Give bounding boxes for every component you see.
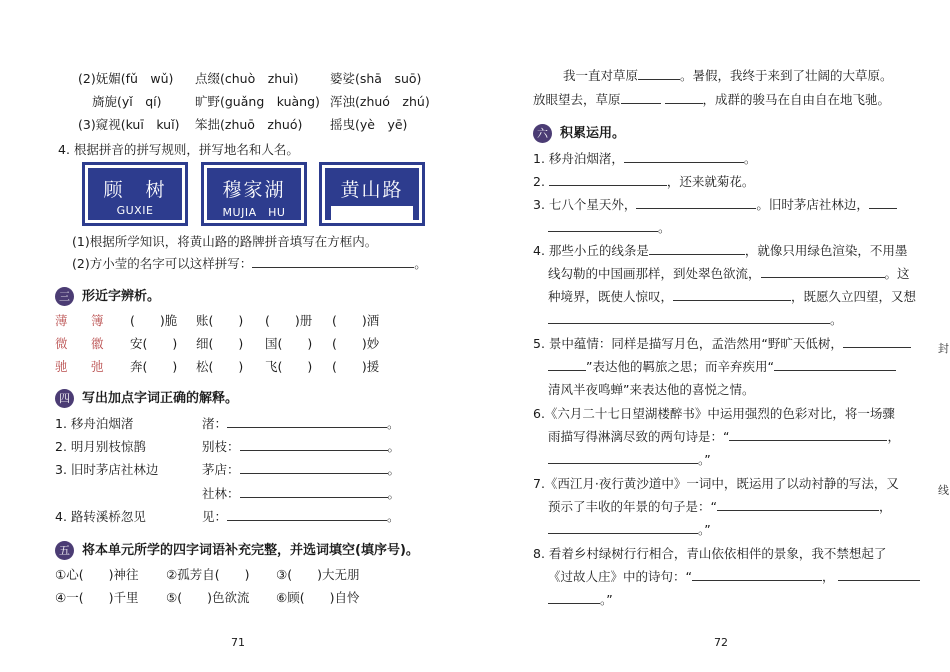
answer-blank[interactable] — [548, 520, 698, 534]
explain-row — [202, 507, 400, 525]
idiom-item: ①心( )神往 — [55, 567, 139, 582]
q-text: 3. 七八个星天外， — [533, 197, 637, 212]
fill-item: ( )酒 — [332, 313, 380, 328]
idiom-item: ⑤( )色欲流 — [166, 590, 250, 605]
answer-blank[interactable] — [548, 450, 698, 464]
answer-blank[interactable] — [843, 334, 911, 348]
fill-item: 账( ) — [196, 313, 244, 328]
page-number: 72 — [714, 636, 728, 649]
punct: 。 — [414, 256, 427, 271]
para-line — [563, 66, 893, 84]
para-line — [533, 90, 890, 108]
punct: 。 — [387, 439, 401, 454]
idiom-item: ②孤芳自( ) — [166, 567, 250, 582]
punct: 。 — [387, 416, 400, 431]
q7-line3 — [548, 520, 711, 538]
section-6-header — [533, 122, 625, 143]
section-title: 将本单元所学的四字词语补充完整，并选词填空(填序号)。 — [82, 543, 419, 558]
q4-line4 — [548, 310, 843, 328]
answer-blank[interactable] — [227, 507, 387, 521]
answer-blank[interactable] — [717, 497, 879, 511]
answer-blank[interactable] — [252, 254, 414, 268]
pinyin-item: (2)妩媚(fǔ wǔ) — [78, 71, 174, 86]
punct: 。 — [830, 312, 843, 327]
pinyin-item: 旖旎(yǐ qí) — [92, 94, 162, 109]
punct: 。 — [387, 462, 401, 477]
q4 — [533, 241, 907, 259]
sign-pinyin: MUJIA HU — [222, 206, 286, 219]
binding-mark-xian: 线 — [938, 484, 949, 497]
pinyin-item: 旷野(guǎng kuàng) — [195, 94, 320, 109]
fill-item: 松( ) — [196, 359, 244, 374]
punct: 。 — [658, 220, 671, 235]
idiom-item: ④一( )千里 — [55, 590, 139, 605]
q-text: 。这 — [884, 266, 910, 281]
answer-blank[interactable] — [621, 90, 661, 104]
fill-item: 安( ) — [130, 336, 178, 351]
answer-blank[interactable] — [761, 264, 885, 278]
section-title: 积累运用。 — [560, 126, 626, 141]
q-text: ”表达他的羁旅之思；而辛弃疾用“ — [586, 359, 774, 374]
punct: 。” — [698, 522, 711, 537]
q-text: 线勾勒的中国画那样，到处翠色欲流， — [548, 266, 761, 281]
q-text: 1. 移舟泊烟渚， — [533, 151, 624, 166]
q4-sub1: (1)根据所学知识，将黄山路的路牌拼音填写在方框内。 — [72, 234, 378, 249]
answer-blank[interactable] — [240, 437, 388, 451]
section-number: 六 — [533, 124, 552, 143]
poem-line: 3. 旧时茅店社林边 — [55, 462, 159, 477]
similar-char: 簿 — [91, 313, 104, 328]
page-number: 71 — [231, 636, 245, 649]
q5 — [533, 334, 911, 352]
explain-row — [202, 414, 400, 432]
road-sign-mujiahu — [204, 165, 304, 223]
pinyin-answer-box[interactable] — [331, 206, 413, 221]
fill-item: ( )妙 — [332, 336, 380, 351]
explain-row — [202, 460, 400, 478]
answer-blank[interactable] — [624, 149, 744, 163]
q5-line2 — [548, 357, 896, 375]
punct: 。 — [743, 151, 757, 166]
sign-name: 黄山路 — [340, 179, 404, 201]
q-text: 雨描写得淋漓尽致的两句诗是：“ — [548, 429, 730, 444]
fill-item: 细( ) — [196, 336, 244, 351]
pinyin-item: (3)窥视(kuī kuǐ) — [78, 117, 180, 132]
punct: ， — [878, 499, 892, 514]
q-text: 预示了丰收的年景的句子是：“ — [548, 499, 717, 514]
sign-pinyin: GUXIE — [116, 204, 154, 217]
section-5-header — [55, 539, 419, 560]
explain-row — [202, 484, 400, 502]
answer-blank[interactable] — [240, 484, 388, 498]
answer-blank[interactable] — [636, 195, 756, 209]
explain-label: 别枝： — [202, 439, 240, 454]
idiom-item: ⑥顾( )自怜 — [276, 590, 360, 605]
q5-line3: 清风半夜鸣蝉”来表达他的喜悦之情。 — [548, 382, 755, 397]
q8-line3 — [548, 590, 613, 608]
pinyin-item: 婆娑(shā suō) — [330, 71, 422, 86]
fill-item: ( )援 — [332, 359, 380, 374]
q4-title: 4. 根据拼音的拼写规则，拼写地名和人名。 — [58, 142, 299, 157]
q-text: ，就像只用绿色渲染，不用墨 — [744, 243, 908, 258]
road-sign-huangshanlu — [322, 165, 422, 223]
similar-char: 徽 — [91, 336, 104, 351]
punct: ， — [887, 429, 900, 444]
q3-cont — [548, 218, 671, 236]
q4-sub2 — [72, 254, 427, 272]
answer-blank[interactable] — [227, 414, 387, 428]
explain-row — [202, 437, 400, 455]
explain-label: 社林： — [202, 486, 240, 501]
q6: 6.《六月二十七日望湖楼醉书》中运用强烈的色彩对比，将一场骤 — [533, 406, 895, 421]
fill-item: ( )册 — [265, 313, 313, 328]
para-text: 。暑假，我终于来到了壮阔的大草原。 — [680, 68, 893, 83]
para-text: ，成群的骏马在自由自在地飞驰。 — [702, 92, 891, 107]
pinyin-item: 笨拙(zhuō zhuó) — [195, 117, 303, 132]
para-text: 我一直对草原 — [563, 68, 639, 83]
section-number: 四 — [55, 389, 74, 408]
road-sign-gushu — [85, 165, 185, 223]
q6-line3 — [548, 450, 711, 468]
pinyin-item: 浑浊(zhuó zhú) — [330, 94, 430, 109]
q-text: ，还来就菊花。 — [666, 174, 755, 189]
section-number: 五 — [55, 541, 74, 560]
q4-line2 — [548, 264, 910, 282]
answer-blank[interactable] — [774, 357, 896, 371]
punct: ， — [821, 569, 835, 584]
answer-blank[interactable] — [838, 567, 920, 581]
q-text: ，既愿久立四望，又想 — [791, 289, 917, 304]
q8-line2 — [548, 567, 920, 585]
explain-label: 见： — [202, 509, 228, 524]
punct: 。 — [387, 509, 400, 524]
q-text: 4. 那些小丘的线条是 — [533, 243, 649, 258]
section-3-header — [55, 285, 160, 306]
q8: 8. 看着乡村绿树行行相合，青山依依相伴的景象，我不禁想起了 — [533, 546, 887, 561]
pinyin-item: 点缀(chuò zhuì) — [195, 71, 299, 86]
section-title: 形近字辨析。 — [82, 289, 161, 304]
section-4-header — [55, 387, 238, 408]
answer-blank[interactable] — [649, 241, 745, 255]
q1 — [533, 149, 756, 167]
answer-blank[interactable] — [549, 172, 667, 186]
q4-sub2-text: (2)方小莹的名字可以这样拼写： — [72, 256, 253, 271]
sign-name: 穆家湖 — [222, 179, 286, 201]
sign-name: 顾 树 — [103, 179, 167, 201]
fill-item: 奔( ) — [130, 359, 178, 374]
punct: 。 — [387, 486, 401, 501]
section-number: 三 — [55, 287, 74, 306]
fill-item: ( )脆 — [130, 313, 178, 328]
fill-item: 国( ) — [265, 336, 313, 351]
answer-blank[interactable] — [692, 567, 822, 581]
q4-line3 — [548, 287, 916, 305]
answer-blank[interactable] — [548, 218, 658, 232]
answer-blank[interactable] — [869, 195, 897, 209]
answer-blank[interactable] — [665, 90, 703, 104]
answer-blank[interactable] — [638, 66, 680, 80]
idiom-item: ③( )大无朋 — [276, 567, 360, 582]
answer-blank[interactable] — [673, 287, 791, 301]
answer-blank[interactable] — [548, 590, 600, 604]
q7-line2 — [548, 497, 892, 515]
answer-blank[interactable] — [548, 357, 586, 371]
answer-blank[interactable] — [548, 310, 830, 324]
poem-line: 4. 路转溪桥忽见 — [55, 509, 146, 524]
q-number: 2. — [533, 174, 545, 189]
explain-label: 茅店： — [202, 462, 240, 477]
answer-blank[interactable] — [240, 460, 388, 474]
q3 — [533, 195, 897, 213]
answer-blank[interactable] — [729, 427, 887, 441]
explain-label: 渚： — [202, 416, 228, 431]
similar-char: 薄 — [55, 313, 68, 328]
q-text: 5. 景中蕴情：同样是描写月色，孟浩然用“野旷天低树， — [533, 336, 843, 351]
similar-char: 微 — [55, 336, 68, 351]
binding-mark-feng: 封 — [938, 342, 949, 355]
section-title: 写出加点字词正确的解释。 — [82, 391, 239, 406]
punct: 。” — [600, 592, 613, 607]
punct: 。” — [698, 452, 711, 467]
q7: 7.《西江月·夜行黄沙道中》一词中，既运用了以动衬静的写法，又 — [533, 476, 899, 491]
q6-line2 — [548, 427, 900, 445]
fill-item: 飞( ) — [265, 359, 313, 374]
pinyin-item: 摇曳(yè yē) — [330, 117, 408, 132]
poem-line: 1. 移舟泊烟渚 — [55, 416, 134, 431]
q-text: 种境界，既使人惊叹， — [548, 289, 674, 304]
para-text: 放眼望去，草原 — [533, 92, 621, 107]
q-text: 。旧时茅店社林边， — [756, 197, 869, 212]
poem-line: 2. 明月别枝惊鹊 — [55, 439, 146, 454]
q2 — [533, 172, 754, 190]
q-text: 《过故人庄》中的诗句：“ — [548, 569, 692, 584]
similar-char: 弛 — [91, 359, 104, 374]
similar-char: 驰 — [55, 359, 68, 374]
